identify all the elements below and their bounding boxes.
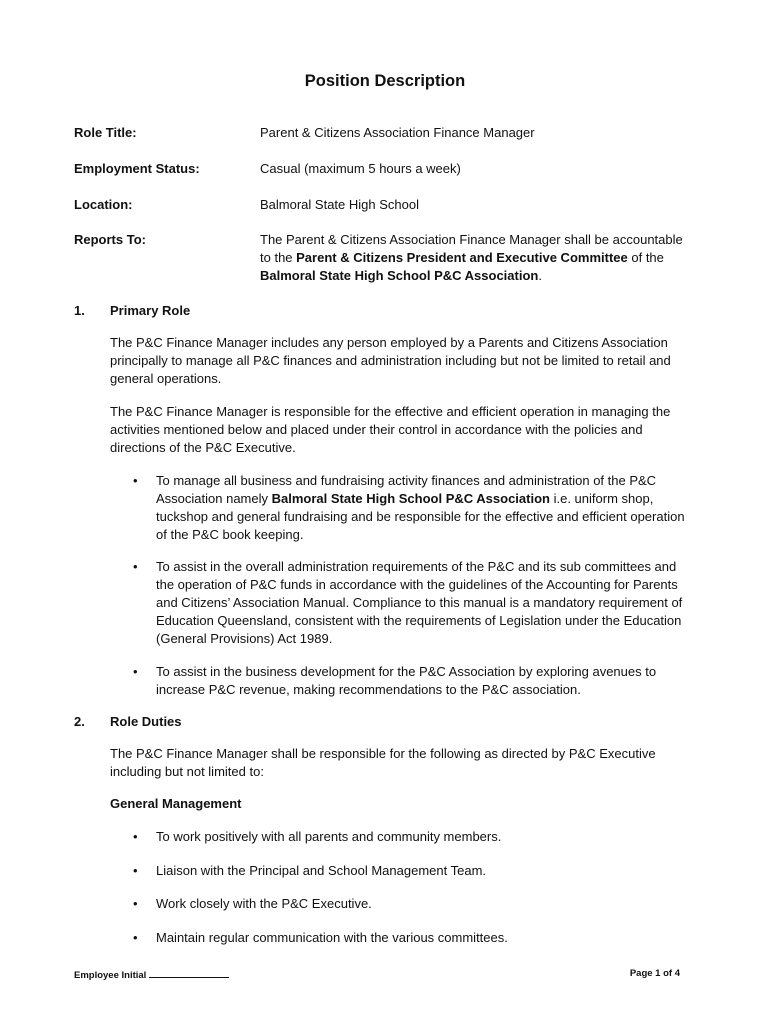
reports-to-text-3: . bbox=[538, 268, 542, 283]
footer-employee-initial bbox=[74, 968, 229, 981]
section-1-title: Primary Role bbox=[110, 303, 191, 318]
reports-to-text-2: of the bbox=[627, 250, 664, 265]
section-2-title: Role Duties bbox=[110, 714, 182, 729]
general-management-heading: General Management bbox=[110, 796, 242, 811]
employee-initial-label: Employee Initial bbox=[74, 970, 147, 981]
bullet-icon: • bbox=[133, 930, 138, 945]
reports-to-bold-2: Balmoral State High School P&C Association bbox=[260, 268, 539, 283]
reports-to-label: Reports To: bbox=[74, 232, 146, 247]
bullet-1-text-2: i.e. uniform shop, tuckshop and general fundraising and be responsible for the effective and efficient operation of the P&C book keeping. bbox=[156, 491, 685, 542]
section-1-number: 1. bbox=[74, 303, 85, 318]
location-label: Location: bbox=[74, 197, 133, 212]
section-1-paragraph-2: The P&C Finance Manager is responsible for the effective and efficient operation in managing the activities mentioned below and placed under their control in accordance with the policies and directions of the P&C Executive. bbox=[110, 404, 671, 455]
employment-status-label: Employment Status: bbox=[74, 161, 200, 176]
reports-to-value bbox=[260, 231, 690, 285]
bullet-text: Work closely with the P&C Executive. bbox=[156, 896, 372, 911]
bullet-text: To assist in the overall administration requirements of the P&C and its sub committees and the operation of P&C funds in accordance with the guidelines of the Accounting for Parents and Citizens’ Association Manual. Compliance to this manual is a mandatory requirement of Education Queensland, consistent with the requirements of Legislation under the Education (General Provisions) Act 1989. bbox=[156, 559, 683, 646]
location-value: Balmoral State High School bbox=[260, 197, 419, 212]
role-title-value: Parent & Citizens Association Finance Manager bbox=[260, 125, 535, 140]
reports-to-bold-1: Parent & Citizens President and Executive Committee bbox=[296, 250, 628, 265]
employment-status-value: Casual (maximum 5 hours a week) bbox=[260, 161, 461, 176]
bullet-text: To work positively with all parents and community members. bbox=[156, 829, 502, 844]
bullet-1-bold: Balmoral State High School P&C Association bbox=[271, 491, 550, 506]
bullet-icon: • bbox=[133, 473, 138, 488]
section-2-paragraph-1: The P&C Finance Manager shall be responsible for the following as directed by P&C Executive including but not limited to: bbox=[110, 746, 656, 779]
bullet-text: Liaison with the Principal and School Management Team. bbox=[156, 863, 487, 878]
section-2-number: 2. bbox=[74, 714, 85, 729]
role-title-label: Role Title: bbox=[74, 125, 137, 140]
bullet-icon: • bbox=[133, 863, 138, 878]
bullet-icon: • bbox=[133, 829, 138, 844]
bullet-text: To assist in the business development for the P&C Association by exploring avenues to increase P&C revenue, making recommendations to the P&C association. bbox=[156, 664, 657, 697]
bullet-text bbox=[156, 472, 696, 544]
section-1-paragraph-1: The P&C Finance Manager includes any person employed by a Parents and Citizens Association principally to manage all P&C finances and administration including but not be limited to retail and general operations. bbox=[110, 335, 671, 386]
bullet-icon: • bbox=[133, 896, 138, 911]
bullet-1-text-1: To manage all business and fundraising activity finances and administration of the P&C Association namely bbox=[156, 473, 657, 506]
page-title: Position Description bbox=[304, 72, 466, 90]
footer-page-number: Page 1 of 4 bbox=[629, 968, 680, 979]
reports-to-text-1: The Parent & Citizens Association Finance Manager shall be accountable to the bbox=[260, 232, 683, 265]
bullet-icon: • bbox=[133, 559, 138, 574]
bullet-icon: • bbox=[133, 664, 138, 679]
initial-signature-line[interactable] bbox=[149, 968, 229, 978]
bullet-text: Maintain regular communication with the various committees. bbox=[156, 930, 508, 945]
